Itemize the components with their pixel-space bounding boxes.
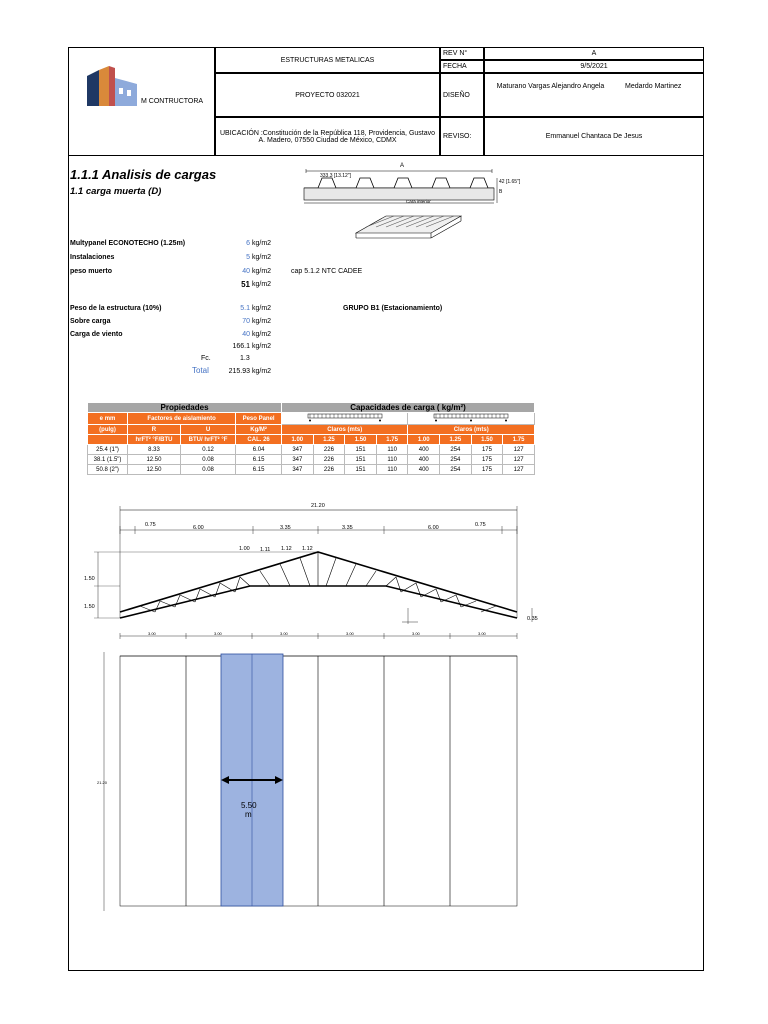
span-value: 1.25 xyxy=(313,435,345,445)
span-value: 1.00 xyxy=(282,435,314,445)
panel-profile-drawing xyxy=(296,158,536,248)
review-label-cell xyxy=(440,117,484,156)
rev-value: A xyxy=(591,50,597,57)
load2-unit-1: kg/m2 xyxy=(252,318,272,325)
r-unit: hrFT² °F/BTU xyxy=(128,435,181,445)
location-cell xyxy=(215,117,440,156)
caps-header: Capacidades de carga ( kg/m²) xyxy=(282,403,535,413)
dead-total-value: 51 xyxy=(241,280,250,289)
web-dim-2: 1.12 xyxy=(281,546,292,552)
pulg-header: (pulg) xyxy=(88,425,128,435)
date-value: 9/5/2021 xyxy=(580,63,608,70)
u-header: U xyxy=(180,425,235,435)
panel-face-label: Cara interior xyxy=(406,199,431,204)
truss-dim-5: 0.75 xyxy=(475,522,486,528)
weight-header: Peso Panel xyxy=(236,413,282,425)
load2-value-2: 40 xyxy=(242,331,250,338)
load-value-2: 40 xyxy=(242,268,250,275)
truss-dim-4: 6.00 xyxy=(428,525,439,531)
panel-dim-top: 333.3 [13.12"] xyxy=(320,173,351,179)
span-value: 1.75 xyxy=(503,435,535,445)
truss-dim-1: 6.00 xyxy=(193,525,204,531)
table-row: 25.4 (1") 8.33 0.12 6.04 347 226 151 110 400 254 175 127 xyxy=(88,445,535,455)
fc-value: 1.3 xyxy=(240,355,250,362)
bay-dim-2: 3.00 xyxy=(280,631,288,636)
rev-value-cell xyxy=(484,47,704,60)
plan-view-drawing xyxy=(80,628,550,938)
bay-dim-0: 3.00 xyxy=(148,631,156,636)
span-value: 1.00 xyxy=(408,435,440,445)
dead-total-unit: kg/m2 xyxy=(252,281,272,288)
r-header: R xyxy=(128,425,181,435)
section-title: 1.1.1 Analisis de cargas xyxy=(70,167,217,182)
reviewer-cell xyxy=(484,117,704,156)
load2-name-1: Sobre carga xyxy=(70,318,111,325)
web-dim-3: 1.12 xyxy=(302,546,313,552)
tributary-width: 5.50 xyxy=(241,801,257,810)
panel-dim-right: 42 [1.65"] xyxy=(499,179,521,185)
title-block xyxy=(68,47,704,156)
panel-span-icon xyxy=(426,413,516,422)
properties-table xyxy=(87,402,535,475)
e-header: e mm xyxy=(88,413,128,425)
load2-unit-0: kg/m2 xyxy=(252,305,272,312)
panel-label-b: B xyxy=(499,189,503,195)
truss-total-dim: 21.20 xyxy=(311,503,325,509)
tributary-unit: m xyxy=(245,810,252,819)
truss-dim-2: 3.35 xyxy=(280,525,291,531)
review-label: REVISO: xyxy=(443,133,472,140)
u-unit: BTU/ hrFT² °F xyxy=(180,435,235,445)
load-unit-2: kg/m2 xyxy=(252,268,272,275)
table-row: 50.8 (2") 12.50 0.08 6.15 347 226 151 110 400 254 175 127 xyxy=(88,465,535,475)
truss-dim-0: 0.75 xyxy=(145,522,156,528)
design-label: DISEÑO xyxy=(443,91,470,99)
claros-header-2: Claros (mts) xyxy=(408,425,535,435)
truss-height-b: 1.50 xyxy=(84,604,95,610)
span-value: 1.50 xyxy=(345,435,377,445)
code-note: cap 5.1.2 NTC CADEE xyxy=(291,268,363,275)
load2-unit-2: kg/m2 xyxy=(252,331,272,338)
cal-header: CAL. 26 xyxy=(236,435,282,445)
reviewer-name: Emmanuel Chantaca De Jesus xyxy=(545,133,643,140)
bay-dim-5: 3.00 xyxy=(478,631,486,636)
fc-label: Fc. xyxy=(201,355,211,362)
load2-name-0: Peso de la estructura (10%) xyxy=(70,305,162,312)
designer-1: Maturano Vargas Alejandro Angela xyxy=(496,83,605,90)
total-unit: kg/m2 xyxy=(252,368,272,375)
design-label-cell xyxy=(440,73,484,117)
bay-dim-4: 3.00 xyxy=(412,631,420,636)
load-name-0: Multypanel ECONOTECHO (1.25m) xyxy=(70,240,186,247)
subject-cell xyxy=(215,47,440,73)
web-dim-1: 1.11 xyxy=(260,547,271,553)
load-unit-0: kg/m2 xyxy=(252,240,272,247)
location-text: UBICACIÓN :Constitución de la República 118, Providencia, Gustavo A. Madero, 07550 Ciudad de México, CDMX xyxy=(219,129,436,144)
load2-value-0: 5.1 xyxy=(240,305,250,312)
props-header: Propiedades xyxy=(88,403,282,413)
kgm-header: Kg/M² xyxy=(236,425,282,435)
load-name-2: peso muerto xyxy=(70,268,113,275)
truss-elevation-drawing xyxy=(80,498,550,628)
rev-label-cell xyxy=(440,47,484,60)
bay-dim-1: 3.00 xyxy=(214,631,222,636)
logo-cell xyxy=(68,47,215,156)
designers-cell xyxy=(484,73,704,117)
company-name: M CONTRUCTORA xyxy=(141,98,204,105)
truss-dim-3: 3.35 xyxy=(342,525,353,531)
subtotal-unit: kg/m2 xyxy=(252,343,272,350)
date-value-cell xyxy=(484,60,704,73)
subtotal-value: 166.1 xyxy=(232,343,250,350)
rev-label: REV N° xyxy=(443,50,468,57)
load-value-1: 5 xyxy=(246,254,250,261)
claros-header-1: Claros (mts) xyxy=(282,425,408,435)
load2-value-1: 70 xyxy=(242,318,250,325)
span-icon-cell-1 xyxy=(282,413,408,425)
group-label: GRUPO B1 (Estacionamiento) xyxy=(343,305,443,312)
section-subtitle: 1.1 carga muerta (D) xyxy=(70,186,162,197)
load2-name-2: Carga de viento xyxy=(70,331,123,338)
total-label: Total xyxy=(192,366,209,375)
plan-length-dim: 21.20 xyxy=(97,780,108,785)
designer-2: Medardo Martinez xyxy=(625,83,682,90)
panel-label-a: A xyxy=(400,163,405,169)
span-value: 1.50 xyxy=(471,435,503,445)
web-dim-0: 1.00 xyxy=(239,546,250,552)
span-value: 1.25 xyxy=(440,435,472,445)
span-value: 1.75 xyxy=(376,435,408,445)
total-value: 215.93 xyxy=(228,368,250,375)
company-logo-icon xyxy=(79,58,139,108)
project-text: PROYECTO 032021 xyxy=(295,91,360,99)
table-row: 38.1 (1.5") 12.50 0.08 6.15 347 226 151 110 400 254 175 127 xyxy=(88,455,535,465)
span-icon-cell-2 xyxy=(408,413,535,425)
panel-span-icon xyxy=(300,413,390,422)
bay-dim-3: 3.00 xyxy=(346,631,354,636)
truss-height-a: 1.50 xyxy=(84,576,95,582)
load-unit-1: kg/m2 xyxy=(252,254,272,261)
load-name-1: Instalaciones xyxy=(70,254,115,261)
project-cell xyxy=(215,73,440,117)
date-label: FECHA xyxy=(443,63,467,70)
date-label-cell xyxy=(440,60,484,73)
subject-text: ESTRUCTURAS METALICAS xyxy=(280,56,375,64)
factors-header: Factores de aislamiento xyxy=(128,413,236,425)
load-value-0: 6 xyxy=(246,240,250,247)
truss-eave-dim: 0.35 xyxy=(527,616,538,622)
